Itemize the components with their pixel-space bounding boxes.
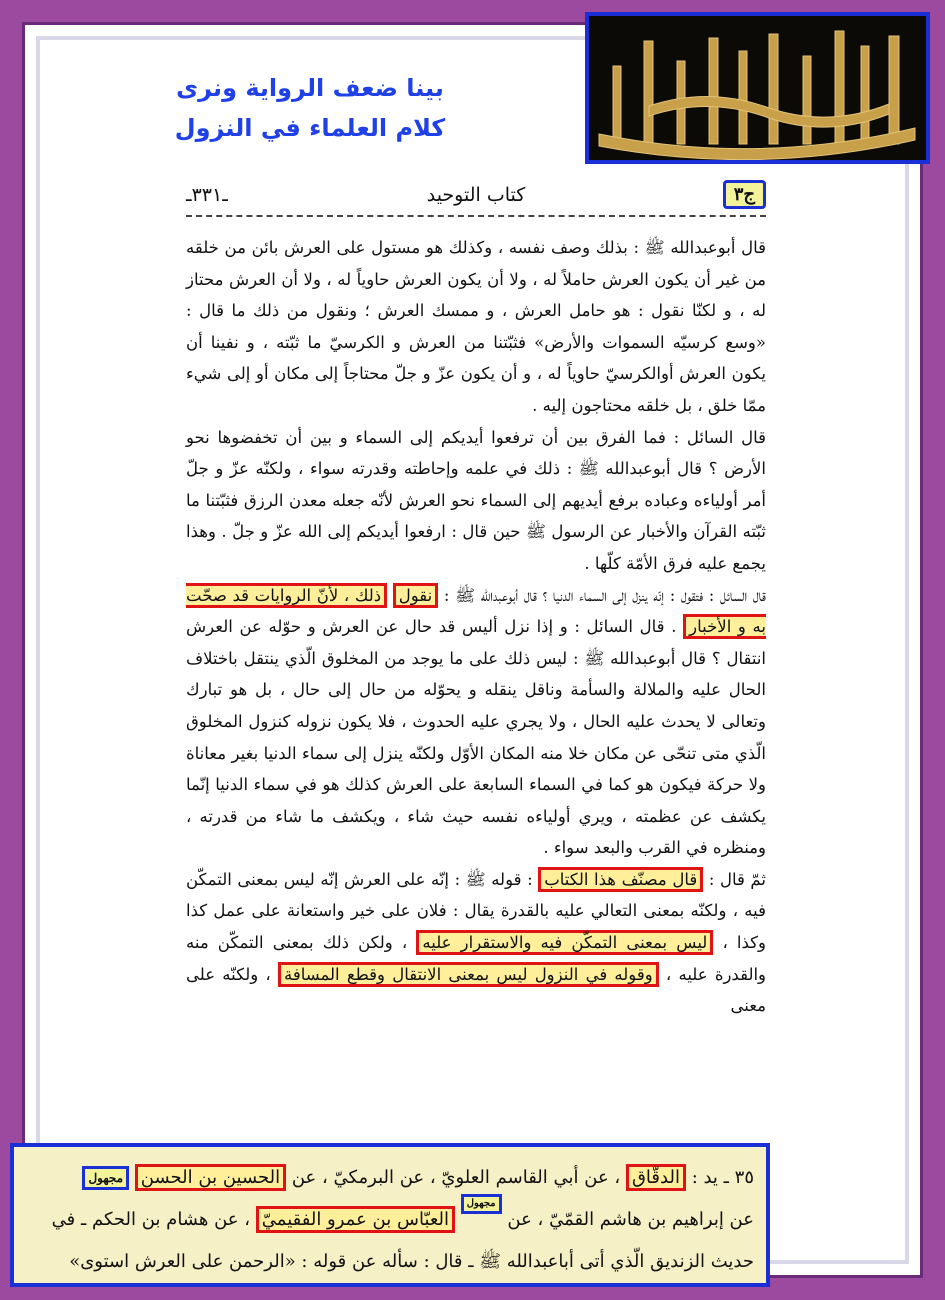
intro-note: [160, 68, 460, 148]
paragraph-2: قال السائل : فما الفرق بين أن ترفعوا أيديكم إلى السماء و بين أن تخفضوها نحو الأرض ؟ قال أبوعبدالله ﷺ : ذلك في علمه وإحاطته وقدرته سواء ، ولكنّه عزّ و جلّ أمر أولياءه وعباده برفع أيديهم إلى السماء نحو العرش لأنّه جعله معدن الرزق فثبّتنا ما ثبّته القرآن والأخبار عن الرسول ﷺ حين قال : ارفعوا أيديكم إلى الله عزّ و جلّ . وهذا يجمع عليه فرق الأمّة كلّها .: [186, 427, 766, 573]
intro-line-2: كلام العلماء في النزول: [174, 114, 446, 142]
main-text: [186, 232, 766, 1022]
paragraph-3: [186, 580, 766, 864]
p3-text-start: قال السائل : فتقول : إنّه ينزل إلى السماء الدنيا ؟ قال أبوعبدالله ﷺ :: [443, 585, 766, 605]
p4-text-end: ، ولكنّه على معنى: [186, 964, 766, 1016]
hadith-chain-box: [10, 1143, 770, 1287]
chain-text-3: ، عن هشام بن الحكم ـ في حديث الزنديق الّذي أتى أباعبدالله ﷺ ـ قال : سأله عن قوله : «الرحمن على العرش استوى»: [51, 1209, 754, 1272]
book-title: كتاب التوحيد: [426, 184, 526, 206]
unknown-narrator-tag-1: مجهول: [82, 1166, 129, 1190]
highlight-riwayat: ذلك ، لأنّ الروايات قد صحّت به و الأخبار: [186, 583, 766, 640]
intro-line-1: بينا ضعف الرواية ونرى: [176, 74, 444, 102]
p4-text-mid-2: ، ولكن ذلك بمعنى التمكّن منه والقدرة عليه ،: [186, 933, 767, 984]
logo-calligraphy-icon: [589, 16, 926, 160]
header-divider: [186, 215, 766, 217]
paragraph-4: [186, 864, 766, 1022]
highlight-abbas: العبّاس بن عمرو الفقيميّ: [256, 1206, 455, 1233]
p4-text-start: ثمّ قال :: [708, 869, 767, 889]
chain-text-1: ، عن أبي القاسم العلويّ ، عن البرمكيّ ، عن: [291, 1167, 621, 1188]
page-header: [186, 180, 766, 214]
highlight-nuzul: وقوله في النزول ليس بمعنى الانتقال وقطع المسافة: [278, 962, 659, 987]
highlight-author: قال مصنّف هذا الكتاب: [538, 867, 703, 892]
p4-text-mid-1: : قوله ﷺ : إنّه على العرش إنّه ليس بمعنى التمكّن فيه ، ولكنّه بمعنى التعالي عليه بالقدرة يقال : فلان على خير واستعانة على عمل كذا وكذا ،: [186, 869, 766, 953]
volume-badge: ج٣: [723, 180, 766, 209]
highlight-husayn: الحسين بن الحسن: [135, 1164, 286, 1191]
bihar-al-anwar-logo: [585, 12, 930, 164]
p3-text-end: . قال السائل : و إذا نزل أليس قد حال عن العرش و حوّله عن العرش انتقال ؟ قال أبوعبدالله ﷺ : ليس ذلك على ما يوجد من المخلوق الّذي ينتقل باختلاف الحال عليه والملالة والسأمة وناقل ينقله و يحوّله من حال إلى حال ، بل هو تبارك وتعالى لا يحدث عليه الحال ، ولا يجري عليه الحدوث ، فلا يكون نزوله كنزول المخلوق الّذي متى تنحّى عن مكان خلا منه المكان الأوّل ولكنّه ينزل إلى سماء الدنيا بغير معاناة ولا حركة فيكون هو كما في السماء السابعة على العرش كذلك هو في سماء الدنيا إنّما يكشف عن عظمته ، ويري أولياءه نفسه حيث شاء ، ويكشف ما شاء من قدرته ، ومنظره في القرب والبعد سواء .: [186, 617, 766, 858]
chain-line-2: [26, 1199, 754, 1283]
chain-line-1: [26, 1157, 754, 1199]
highlight-daqqaq: الدقّاق: [626, 1164, 686, 1191]
highlight-naqul: نقول: [393, 583, 438, 608]
highlight-tamakkun: ليس بمعنى التمكّن فيه والاستقرار عليه: [416, 930, 713, 955]
unknown-narrator-tag-2: مجهول: [461, 1194, 502, 1214]
hadith-number: ٣٥ ـ يد :: [691, 1167, 754, 1188]
page-number: ـ٣٣١ـ: [186, 184, 228, 206]
chain-text-2: عن إبراهيم بن هاشم القمّيّ ، عن: [507, 1209, 754, 1230]
paragraph-1: قال أبوعبدالله ﷺ : بذلك وصف نفسه ، وكذلك هو مستول على العرش بائن من خلقه من غير أن يكون العرش حاملاً له ، ولا أن يكون العرش حاوياً له ، ولا أن العرش محتاز له ، و لكنّا نقول : هو حامل العرش ، و ممسك العرش ؛ ونقول من ذلك ما قال : «وسع كرسيّه السموات والأرض» فثبّتنا من العرش و الكرسيّ ما ثبّته ، و نفينا أن يكون العرش أوالكرسيّ حاوياً له ، و أن يكون عزّ و جلّ محتاجاً إلى مكان أو إلى شيء ممّا خلق ، بل خلقه محتاجون إليه .: [186, 238, 766, 415]
